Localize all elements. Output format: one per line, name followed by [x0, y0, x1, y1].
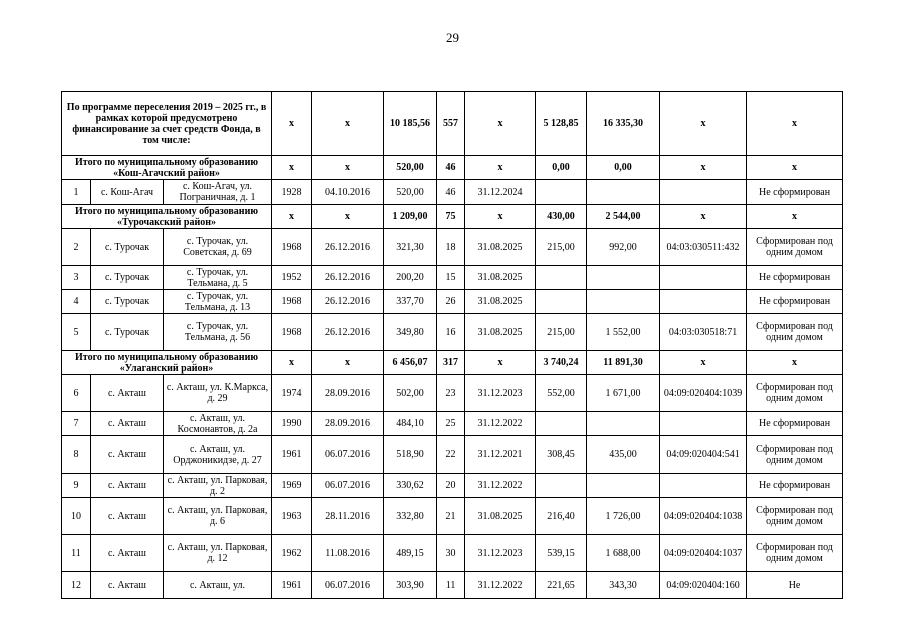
deadline-cell: 31.12.2024	[465, 180, 536, 205]
summary-label-cell: По программе переселения 2019 – 2025 гг., в рамках которой предусмотрено финансирование за счет средств Фонда, в том числе:	[62, 92, 272, 156]
date-cell: 11.08.2016	[312, 535, 384, 572]
cadastral-value-cell: 11 891,30	[587, 351, 660, 375]
residents-cell: 317	[437, 351, 465, 375]
summary-row	[62, 351, 843, 375]
row-number-cell: 12	[62, 572, 91, 599]
cadastral-value-cell: 16 335,30	[587, 92, 660, 156]
deadline-cell: 31.12.2023	[465, 375, 536, 412]
date-cell: 06.07.2016	[312, 474, 384, 498]
date-cell: 06.07.2016	[312, 436, 384, 474]
deadline-cell: x	[465, 156, 536, 180]
cadastral-value-cell	[587, 290, 660, 314]
land-area-cell: 5 128,85	[536, 92, 587, 156]
table-row	[62, 572, 843, 599]
cadastral-number-cell: 04:09:020404:1038	[660, 498, 747, 535]
cadastral-number-cell	[660, 180, 747, 205]
status-cell: Не сформирован	[747, 412, 843, 436]
row-number-cell: 7	[62, 412, 91, 436]
cadastral-number-cell: x	[660, 156, 747, 180]
settlement-cell: с. Акташ	[91, 498, 164, 535]
year-cell: 1968	[272, 314, 312, 351]
summary-row	[62, 92, 843, 156]
table-body	[62, 92, 843, 599]
cadastral-number-cell: 04:03:030518:71	[660, 314, 747, 351]
year-cell: x	[272, 92, 312, 156]
land-area-cell: 215,00	[536, 314, 587, 351]
address-cell: с. Турочак, ул. Тельмана, д. 5	[164, 266, 272, 290]
area-cell: 6 456,07	[384, 351, 437, 375]
settlement-cell: с. Акташ	[91, 474, 164, 498]
address-cell: с. Турочак, ул. Тельмана, д. 56	[164, 314, 272, 351]
residents-cell: 21	[437, 498, 465, 535]
area-cell: 321,30	[384, 229, 437, 266]
land-area-cell: 308,45	[536, 436, 587, 474]
cadastral-value-cell: 2 544,00	[587, 205, 660, 229]
cadastral-value-cell	[587, 266, 660, 290]
date-cell: 04.10.2016	[312, 180, 384, 205]
date-cell: x	[312, 92, 384, 156]
area-cell: 489,15	[384, 535, 437, 572]
cadastral-value-cell: 0,00	[587, 156, 660, 180]
status-cell: Сформирован под одним домом	[747, 498, 843, 535]
page-number: 29	[446, 30, 459, 45]
residents-cell: 11	[437, 572, 465, 599]
address-cell: с. Акташ, ул. Парковая, д. 12	[164, 535, 272, 572]
status-cell: Сформирован под одним домом	[747, 375, 843, 412]
address-cell: с. Кош-Агач, ул. Пограничная, д. 1	[164, 180, 272, 205]
deadline-cell: 31.12.2022	[465, 474, 536, 498]
year-cell: 1961	[272, 572, 312, 599]
date-cell: 26.12.2016	[312, 229, 384, 266]
land-area-cell	[536, 180, 587, 205]
area-cell: 502,00	[384, 375, 437, 412]
row-number-cell: 5	[62, 314, 91, 351]
cadastral-value-cell: 435,00	[587, 436, 660, 474]
year-cell: 1990	[272, 412, 312, 436]
summary-row	[62, 205, 843, 229]
deadline-cell: 31.08.2025	[465, 290, 536, 314]
land-area-cell: 0,00	[536, 156, 587, 180]
table-row	[62, 498, 843, 535]
residents-cell: 22	[437, 436, 465, 474]
year-cell: x	[272, 351, 312, 375]
area-cell: 332,80	[384, 498, 437, 535]
cadastral-value-cell: 343,30	[587, 572, 660, 599]
status-cell: Не	[747, 572, 843, 599]
row-number-cell: 4	[62, 290, 91, 314]
status-cell: Не сформирован	[747, 180, 843, 205]
address-cell: с. Турочак, ул. Советская, д. 69	[164, 229, 272, 266]
land-area-cell	[536, 266, 587, 290]
cadastral-value-cell	[587, 412, 660, 436]
summary-row	[62, 156, 843, 180]
settlement-cell: с. Акташ	[91, 412, 164, 436]
deadline-cell: x	[465, 92, 536, 156]
status-cell: Сформирован под одним домом	[747, 436, 843, 474]
year-cell: 1961	[272, 436, 312, 474]
date-cell: 28.09.2016	[312, 375, 384, 412]
area-cell: 349,80	[384, 314, 437, 351]
settlement-cell: с. Турочак	[91, 314, 164, 351]
area-cell: 520,00	[384, 180, 437, 205]
cadastral-value-cell: 1 552,00	[587, 314, 660, 351]
land-area-cell: 215,00	[536, 229, 587, 266]
date-cell: 26.12.2016	[312, 266, 384, 290]
date-cell: 28.09.2016	[312, 412, 384, 436]
year-cell: 1963	[272, 498, 312, 535]
table-row	[62, 375, 843, 412]
area-cell: 518,90	[384, 436, 437, 474]
area-cell: 520,00	[384, 156, 437, 180]
year-cell: 1962	[272, 535, 312, 572]
cadastral-number-cell: x	[660, 351, 747, 375]
row-number-cell: 8	[62, 436, 91, 474]
area-cell: 337,70	[384, 290, 437, 314]
deadline-cell: 31.12.2021	[465, 436, 536, 474]
residents-cell: 25	[437, 412, 465, 436]
year-cell: x	[272, 205, 312, 229]
land-area-cell: 552,00	[536, 375, 587, 412]
deadline-cell: 31.08.2025	[465, 229, 536, 266]
area-cell: 1 209,00	[384, 205, 437, 229]
date-cell: 28.11.2016	[312, 498, 384, 535]
cadastral-number-cell: 04:09:020404:160	[660, 572, 747, 599]
status-cell: x	[747, 351, 843, 375]
cadastral-value-cell: 1 671,00	[587, 375, 660, 412]
residents-cell: 16	[437, 314, 465, 351]
table-row	[62, 535, 843, 572]
status-cell: x	[747, 205, 843, 229]
settlement-cell: с. Акташ	[91, 572, 164, 599]
status-cell: Не сформирован	[747, 266, 843, 290]
settlement-cell: с. Турочак	[91, 266, 164, 290]
table-row	[62, 314, 843, 351]
year-cell: 1974	[272, 375, 312, 412]
row-number-cell: 11	[62, 535, 91, 572]
residents-cell: 46	[437, 180, 465, 205]
date-cell: 26.12.2016	[312, 314, 384, 351]
cadastral-number-cell: 04:09:020404:1039	[660, 375, 747, 412]
table-row	[62, 412, 843, 436]
deadline-cell: 31.12.2022	[465, 412, 536, 436]
area-cell: 200,20	[384, 266, 437, 290]
cadastral-number-cell	[660, 412, 747, 436]
address-cell: с. Акташ, ул. Парковая, д. 6	[164, 498, 272, 535]
deadline-cell: 31.08.2025	[465, 498, 536, 535]
cadastral-number-cell	[660, 266, 747, 290]
cadastral-value-cell: 1 726,00	[587, 498, 660, 535]
area-cell: 10 185,56	[384, 92, 437, 156]
year-cell: x	[272, 156, 312, 180]
settlement-cell: с. Акташ	[91, 436, 164, 474]
land-area-cell: 430,00	[536, 205, 587, 229]
table-row	[62, 266, 843, 290]
cadastral-value-cell: 992,00	[587, 229, 660, 266]
settlement-cell: с. Акташ	[91, 535, 164, 572]
settlement-cell: с. Акташ	[91, 375, 164, 412]
date-cell: x	[312, 351, 384, 375]
settlement-cell: с. Кош-Агач	[91, 180, 164, 205]
residents-cell: 23	[437, 375, 465, 412]
date-cell: x	[312, 205, 384, 229]
year-cell: 1928	[272, 180, 312, 205]
settlement-cell: с. Турочак	[91, 290, 164, 314]
settlement-cell: с. Турочак	[91, 229, 164, 266]
deadline-cell: x	[465, 351, 536, 375]
land-area-cell	[536, 412, 587, 436]
status-cell: x	[747, 92, 843, 156]
row-number-cell: 3	[62, 266, 91, 290]
status-cell: Сформирован под одним домом	[747, 535, 843, 572]
cadastral-value-cell	[587, 180, 660, 205]
address-cell: с. Акташ, ул. Орджоникидзе, д. 27	[164, 436, 272, 474]
deadline-cell: 31.12.2023	[465, 535, 536, 572]
land-area-cell	[536, 290, 587, 314]
residents-cell: 26	[437, 290, 465, 314]
address-cell: с. Акташ, ул. Космонавтов, д. 2а	[164, 412, 272, 436]
land-area-cell: 216,40	[536, 498, 587, 535]
year-cell: 1968	[272, 290, 312, 314]
table-row	[62, 474, 843, 498]
table-row	[62, 290, 843, 314]
status-cell: Не сформирован	[747, 290, 843, 314]
address-cell: с. Акташ, ул. К.Маркса, д. 29	[164, 375, 272, 412]
residents-cell: 30	[437, 535, 465, 572]
status-cell: x	[747, 156, 843, 180]
status-cell: Сформирован под одним домом	[747, 314, 843, 351]
area-cell: 303,90	[384, 572, 437, 599]
date-cell: 06.07.2016	[312, 572, 384, 599]
land-area-cell: 3 740,24	[536, 351, 587, 375]
cadastral-number-cell	[660, 474, 747, 498]
housing-register-table	[61, 91, 843, 599]
row-number-cell: 2	[62, 229, 91, 266]
cadastral-value-cell: 1 688,00	[587, 535, 660, 572]
cadastral-number-cell	[660, 290, 747, 314]
summary-label-cell: Итого по муниципальному образованию «Кош-Агачский район»	[62, 156, 272, 180]
row-number-cell: 6	[62, 375, 91, 412]
table-row	[62, 436, 843, 474]
deadline-cell: 31.08.2025	[465, 266, 536, 290]
land-area-cell: 221,65	[536, 572, 587, 599]
cadastral-number-cell: x	[660, 205, 747, 229]
area-cell: 484,10	[384, 412, 437, 436]
status-cell: Не сформирован	[747, 474, 843, 498]
status-cell: Сформирован под одним домом	[747, 229, 843, 266]
address-cell: с. Турочак, ул. Тельмана, д. 13	[164, 290, 272, 314]
cadastral-number-cell: x	[660, 92, 747, 156]
residents-cell: 75	[437, 205, 465, 229]
cadastral-number-cell: 04:09:020404:541	[660, 436, 747, 474]
address-cell: с. Акташ, ул. Парковая, д. 2	[164, 474, 272, 498]
summary-label-cell: Итого по муниципальному образованию «Улаганский район»	[62, 351, 272, 375]
date-cell: 26.12.2016	[312, 290, 384, 314]
area-cell: 330,62	[384, 474, 437, 498]
year-cell: 1952	[272, 266, 312, 290]
deadline-cell: x	[465, 205, 536, 229]
table-row	[62, 229, 843, 266]
residents-cell: 15	[437, 266, 465, 290]
summary-label-cell: Итого по муниципальному образованию «Турочакский район»	[62, 205, 272, 229]
table-row	[62, 180, 843, 205]
residents-cell: 557	[437, 92, 465, 156]
residents-cell: 18	[437, 229, 465, 266]
cadastral-number-cell: 04:09:020404:1037	[660, 535, 747, 572]
cadastral-number-cell: 04:03:030511:432	[660, 229, 747, 266]
row-number-cell: 9	[62, 474, 91, 498]
land-area-cell: 539,15	[536, 535, 587, 572]
land-area-cell	[536, 474, 587, 498]
year-cell: 1969	[272, 474, 312, 498]
row-number-cell: 1	[62, 180, 91, 205]
date-cell: x	[312, 156, 384, 180]
residents-cell: 20	[437, 474, 465, 498]
deadline-cell: 31.08.2025	[465, 314, 536, 351]
residents-cell: 46	[437, 156, 465, 180]
year-cell: 1968	[272, 229, 312, 266]
address-cell: с. Акташ, ул.	[164, 572, 272, 599]
cadastral-value-cell	[587, 474, 660, 498]
row-number-cell: 10	[62, 498, 91, 535]
deadline-cell: 31.12.2022	[465, 572, 536, 599]
